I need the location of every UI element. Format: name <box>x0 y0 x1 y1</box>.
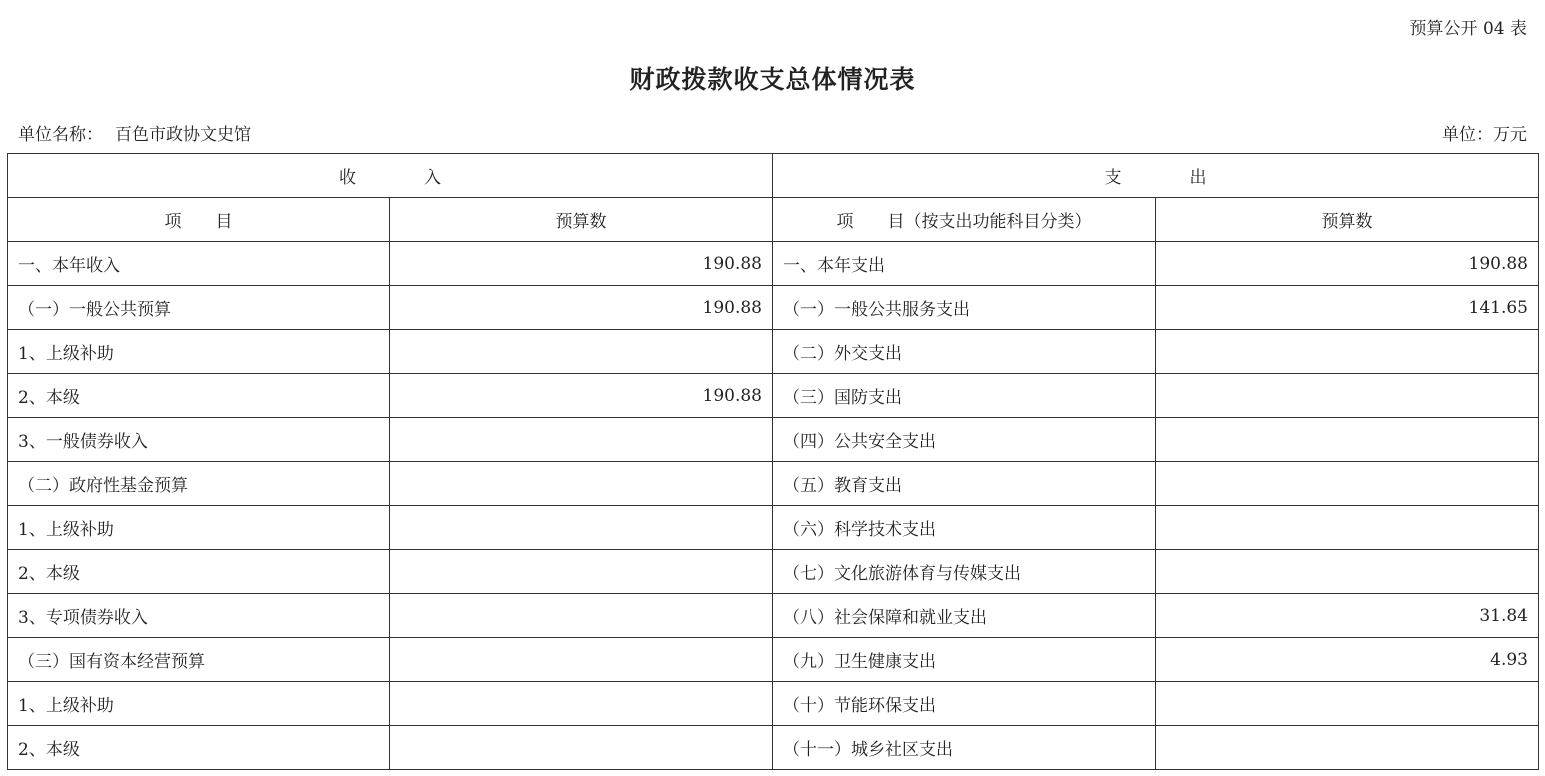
income-group-header: 收 入 <box>8 154 773 198</box>
income-amount-cell: 190.88 <box>390 286 773 330</box>
table-row <box>8 462 1539 506</box>
table-row <box>8 594 1539 638</box>
table-row <box>8 286 1539 330</box>
income-amount-cell <box>390 638 773 682</box>
expense-amount-cell: 190.88 <box>1156 242 1539 286</box>
expense-item-cell: （七）文化旅游体育与传媒支出 <box>773 550 1156 594</box>
expense-item-cell: （九）卫生健康支出 <box>773 638 1156 682</box>
income-item-cell: 1、上级补助 <box>8 682 390 726</box>
unit-name-block <box>18 120 251 145</box>
income-item-cell: 1、上级补助 <box>8 330 390 374</box>
income-amount-cell <box>390 726 773 770</box>
expense-item-cell: （十）节能环保支出 <box>773 682 1156 726</box>
table-row <box>8 550 1539 594</box>
income-item-cell: 2、本级 <box>8 374 390 418</box>
budget-table <box>7 153 1539 770</box>
form-number: 预算公开 04 表 <box>1409 19 1527 39</box>
expense-item-cell: （三）国防支出 <box>773 374 1156 418</box>
expense-item-cell: （五）教育支出 <box>773 462 1156 506</box>
currency-unit: 单位：万元 <box>1442 125 1527 145</box>
expense-item-cell: （六）科学技术支出 <box>773 506 1156 550</box>
income-amount-cell <box>390 506 773 550</box>
table-row <box>8 374 1539 418</box>
income-amount-cell <box>390 682 773 726</box>
income-amount-cell: 190.88 <box>390 242 773 286</box>
expense-budget-header: 预算数 <box>1156 198 1539 242</box>
expense-item-cell: （十一）城乡社区支出 <box>773 726 1156 770</box>
unit-name-label: 单位名称： <box>18 125 103 145</box>
expense-item-cell: （四）公共安全支出 <box>773 418 1156 462</box>
column-header-row <box>8 198 1539 242</box>
income-item-cell: （一）一般公共预算 <box>8 286 390 330</box>
income-item-cell: 一、本年收入 <box>8 242 390 286</box>
table-row <box>8 418 1539 462</box>
expense-item-cell: （一）一般公共服务支出 <box>773 286 1156 330</box>
expense-amount-cell <box>1156 682 1539 726</box>
table-row <box>8 330 1539 374</box>
income-item-cell: 2、本级 <box>8 726 390 770</box>
page-title: 财政拨款收支总体情况表 <box>629 65 916 94</box>
table-row <box>8 242 1539 286</box>
expense-item-cell: （八）社会保障和就业支出 <box>773 594 1156 638</box>
income-item-cell: 3、一般债券收入 <box>8 418 390 462</box>
expense-amount-cell <box>1156 506 1539 550</box>
income-item-cell: （二）政府性基金预算 <box>8 462 390 506</box>
income-item-header: 项 目 <box>8 198 390 242</box>
expense-item-cell: （二）外交支出 <box>773 330 1156 374</box>
unit-name-value: 百色市政协文史馆 <box>115 125 251 145</box>
table-row <box>8 682 1539 726</box>
expense-amount-cell <box>1156 330 1539 374</box>
group-header-row <box>8 154 1539 198</box>
income-amount-cell <box>390 550 773 594</box>
income-amount-cell <box>390 330 773 374</box>
expense-item-cell: 一、本年支出 <box>773 242 1156 286</box>
expense-amount-cell <box>1156 418 1539 462</box>
expense-amount-cell: 31.84 <box>1156 594 1539 638</box>
expense-amount-cell <box>1156 550 1539 594</box>
income-amount-cell <box>390 418 773 462</box>
expense-amount-cell: 141.65 <box>1156 286 1539 330</box>
income-item-cell: 2、本级 <box>8 550 390 594</box>
income-amount-cell <box>390 594 773 638</box>
table-row <box>8 726 1539 770</box>
expense-group-header: 支 出 <box>773 154 1539 198</box>
expense-amount-cell <box>1156 726 1539 770</box>
income-budget-header: 预算数 <box>390 198 773 242</box>
unit-info-row <box>18 120 1527 145</box>
income-amount-cell: 190.88 <box>390 374 773 418</box>
expense-amount-cell: 4.93 <box>1156 638 1539 682</box>
table-row <box>8 506 1539 550</box>
income-item-cell: （三）国有资本经营预算 <box>8 638 390 682</box>
income-item-cell: 3、专项债券收入 <box>8 594 390 638</box>
table-row <box>8 638 1539 682</box>
expense-amount-cell <box>1156 374 1539 418</box>
income-item-cell: 1、上级补助 <box>8 506 390 550</box>
expense-amount-cell <box>1156 462 1539 506</box>
expense-item-header: 项 目（按支出功能科目分类） <box>773 198 1156 242</box>
income-amount-cell <box>390 462 773 506</box>
